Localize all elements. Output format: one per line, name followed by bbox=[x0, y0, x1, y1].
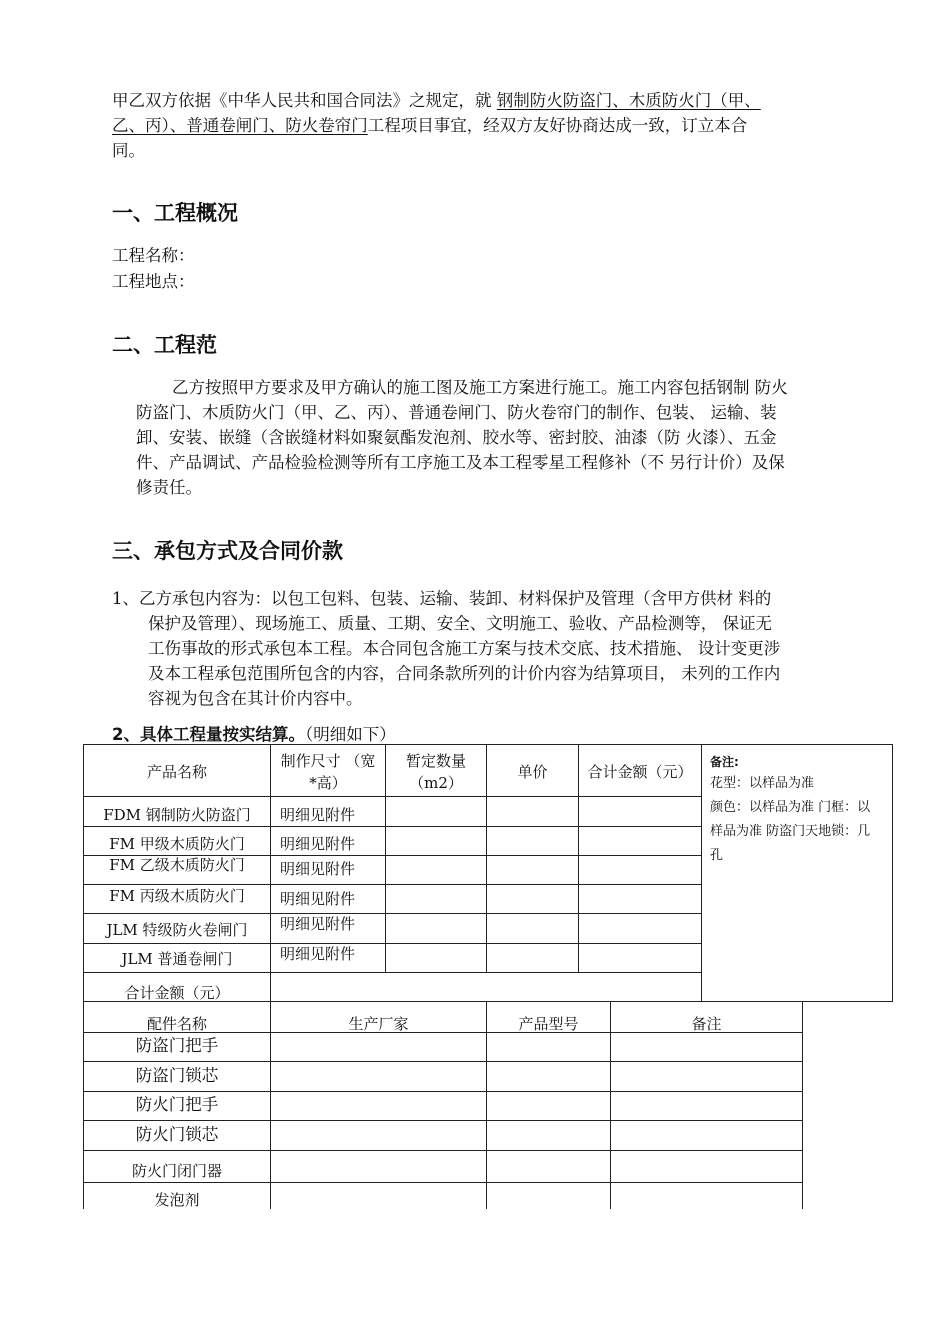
project-scope-underlined: 钢制防火防盗门、木质防火门（甲、 bbox=[496, 91, 761, 110]
intro-text-cont: 工程项目事宜，经双方友好协商达成一致，订立本合 bbox=[367, 116, 748, 135]
header-total-amount: 合计金额（元） bbox=[587, 763, 693, 781]
table-row-product: JLM 特级防火卷闸门 bbox=[106, 921, 248, 939]
scope-line: 卸、安装、嵌缝（含嵌缝材料如聚氨酯发泡剂、胶水等、密封胶、油漆（防 火漆）、五金 bbox=[136, 428, 777, 447]
header-quantity: 暂定数量 bbox=[405, 752, 466, 770]
table-row-size: 明细见附件 bbox=[280, 835, 356, 853]
notes-line: 颜色：以样品为准 门框：以 bbox=[710, 800, 871, 815]
accessory-row: 防火门闭门器 bbox=[131, 1162, 222, 1180]
contract-item-1-line: 工伤事故的形式承包本工程。本合同包含施工方案与技术交底、技术措施、 设计变更涉 bbox=[148, 639, 781, 658]
header-manufacturer: 生产厂家 bbox=[348, 1015, 409, 1033]
contract-item-1-line: 及本工程承包范围所包含的内容，合同条款所列的计价内容为结算项目， 未列的工作内 bbox=[148, 664, 781, 683]
section-1-heading: 一、工程概况 bbox=[112, 201, 238, 225]
contract-item-1-line: 1、乙方承包内容为：以包工包料、包装、运输、装卸、材料保护及管理（含甲方供材 料的 bbox=[112, 589, 772, 608]
accessory-row: 防盗门锁芯 bbox=[135, 1066, 219, 1085]
header-quantity-unit: （m2） bbox=[409, 774, 463, 792]
header-unit-price: 单价 bbox=[517, 763, 548, 781]
header-remark: 备注 bbox=[691, 1015, 722, 1033]
table-row-product: JLM 普通卷闸门 bbox=[121, 950, 233, 968]
header-product-name: 产品名称 bbox=[146, 763, 207, 781]
table-row-size: 明细见附件 bbox=[280, 890, 356, 908]
notes-line: 孔 bbox=[710, 848, 724, 863]
contract-item-1-line: 保护及管理）、现场施工、质量、工期、安全、文明施工、验收、产品检测等， 保证无 bbox=[148, 614, 772, 633]
table-row-size: 明细见附件 bbox=[280, 945, 356, 963]
section-2-heading: 二、工程范 bbox=[112, 333, 217, 357]
accessory-row: 防火门把手 bbox=[135, 1095, 219, 1114]
accessory-row: 防火门锁芯 bbox=[135, 1125, 219, 1144]
accessory-row: 防盗门把手 bbox=[135, 1036, 219, 1055]
notes-title: 备注: bbox=[710, 755, 739, 769]
table-row-product: FM 乙级木质防火门 bbox=[109, 856, 245, 874]
notes-line: 花型：以样品为准 bbox=[710, 776, 815, 791]
notes-line: 样品为准 防盗门天地锁：几 bbox=[710, 824, 871, 839]
intro-line-1 bbox=[112, 88, 761, 113]
intro-text: 甲乙双方依据《中华人民共和国合同法》之规定，就 bbox=[112, 91, 492, 110]
intro-line-3: 同。 bbox=[112, 141, 145, 160]
scope-line: 防盗门、木质防火门（甲、乙、丙）、普通卷闸门、防火卷帘门的制作、包装、 运输、装 bbox=[136, 403, 777, 422]
section-3-heading: 三、承包方式及合同价款 bbox=[112, 539, 343, 563]
header-model: 产品型号 bbox=[518, 1015, 579, 1033]
contract-item-2-rest: （明细如下） bbox=[304, 725, 396, 744]
table-row-product: FDM 钢制防火防盗门 bbox=[103, 806, 251, 824]
scope-line: 件、产品调试、产品检验检测等所有工序施工及本工程零星工程修补（不 另行计价）及保 bbox=[136, 453, 785, 472]
project-scope-underlined-cont: 乙、丙）、普通卷闸门、防火卷帘门 bbox=[112, 116, 368, 135]
header-size: 制作尺寸 （宽 bbox=[280, 752, 376, 770]
header-accessory-name: 配件名称 bbox=[146, 1015, 207, 1033]
header-size-unit: *高） bbox=[309, 774, 347, 792]
scope-line: 修责任。 bbox=[136, 478, 202, 497]
project-site-label: 工程地点： bbox=[112, 272, 195, 291]
table-row-size: 明细见附件 bbox=[280, 806, 356, 824]
scope-line: 乙方按照甲方要求及甲方确认的施工图及施工方案进行施工。施工内容包括钢制 防火 bbox=[172, 378, 788, 397]
table-row-size: 明细见附件 bbox=[280, 860, 356, 878]
contract-item-1-line: 容视为包含在其计价内容中。 bbox=[148, 689, 363, 708]
table-row-product: FM 甲级木质防火门 bbox=[109, 835, 245, 853]
table-row-product: FM 丙级木质防火门 bbox=[109, 887, 245, 905]
contract-item-2-bold: 2、具体工程量按实结算。 bbox=[112, 725, 305, 744]
intro-line-2 bbox=[112, 113, 747, 138]
accessory-row: 发泡剂 bbox=[154, 1191, 200, 1209]
table-total-label: 合计金额（元） bbox=[124, 984, 230, 1002]
project-name-label: 工程名称： bbox=[112, 246, 195, 265]
table-row-size: 明细见附件 bbox=[280, 915, 356, 933]
